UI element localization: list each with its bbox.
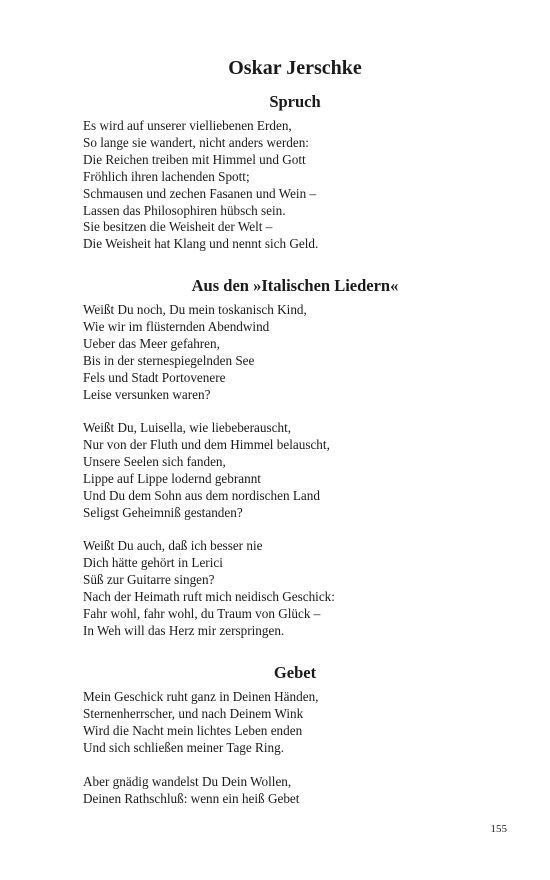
verse-line: Deinen Rathschluß: wenn ein heiß Gebet — [83, 790, 300, 806]
verse-line: Es wird auf unserer vielliebenen Erden, — [83, 118, 292, 133]
verse-line: Aber gnädig wandelst Du Dein Wollen, — [83, 774, 292, 789]
verse-line: Weißt Du noch, Du mein toskanisch Kind, — [83, 302, 307, 317]
verse-line: Bis in der sternespiegelnden See — [83, 352, 255, 368]
verse-line: Lippe auf Lippe lodernd gebrannt — [83, 470, 261, 486]
verse-line: Sie besitzen die Weisheit der Welt – — [83, 219, 273, 235]
verse-line: Nach der Heimath ruft mich neidisch Geschick: — [83, 588, 335, 604]
verse-line: Schmausen und zechen Fasanen und Wein – — [83, 185, 317, 201]
verse-line: Die Reichen treiben mit Himmel und Gott — [83, 151, 306, 167]
verse-line: Dich hätte gehört in Lerici — [83, 554, 223, 570]
verse-line: Weißt Du auch, daß ich besser nie — [83, 538, 263, 553]
stanza — [83, 774, 503, 808]
verse-line: So lange sie wandert, nicht anders werden: — [83, 134, 309, 150]
verse-line: Und sich schließen meiner Tage Ring. — [83, 739, 284, 755]
poem-title-spruch: Spruch — [269, 92, 321, 111]
stanza — [83, 689, 503, 757]
stanza — [83, 302, 503, 403]
poem-title-italische-lieder: Aus den »Italischen Liedern« — [191, 276, 399, 295]
verse-line: In Weh will das Herz mir zerspringen. — [83, 622, 285, 638]
verse-line: Nur von der Fluth und dem Himmel belauscht, — [83, 436, 330, 452]
verse-line: Fahr wohl, fahr wohl, du Traum von Glück – — [83, 605, 321, 621]
author-heading: Oskar Jerschke — [228, 57, 362, 79]
stanza — [83, 118, 503, 253]
verse-line: Leise versunken waren? — [83, 386, 211, 402]
verse-line: Fels und Stadt Portovenere — [83, 369, 226, 385]
verse-line: Süß zur Guitarre singen? — [83, 571, 215, 587]
verse-line: Und Du dem Sohn aus dem nordischen Land — [83, 487, 320, 503]
verse-line: Ueber das Meer gefahren, — [83, 335, 220, 351]
verse-line: Fröhlich ihren lachenden Spott; — [83, 168, 250, 184]
poem-title-gebet: Gebet — [273, 663, 317, 682]
page-number: 155 — [490, 823, 507, 835]
verse-line: Sternenherrscher, und nach Deinem Wink — [83, 705, 304, 721]
verse-line: Mein Geschick ruht ganz in Deinen Händen, — [83, 689, 319, 704]
verse-line: Die Weisheit hat Klang und nennt sich Geld. — [83, 236, 319, 252]
stanza — [83, 538, 503, 639]
verse-line: Unsere Seelen sich fanden, — [83, 453, 226, 469]
verse-line: Weißt Du, Luisella, wie liebeberauscht, — [83, 420, 292, 435]
verse-line: Seligst Geheimniß gestanden? — [83, 504, 243, 520]
verse-line: Lassen das Philosophiren hübsch sein. — [83, 202, 286, 218]
verse-line: Wird die Nacht mein lichtes Leben enden — [83, 722, 303, 738]
verse-line: Wie wir im flüsternden Abendwind — [83, 318, 270, 334]
stanza — [83, 420, 503, 521]
